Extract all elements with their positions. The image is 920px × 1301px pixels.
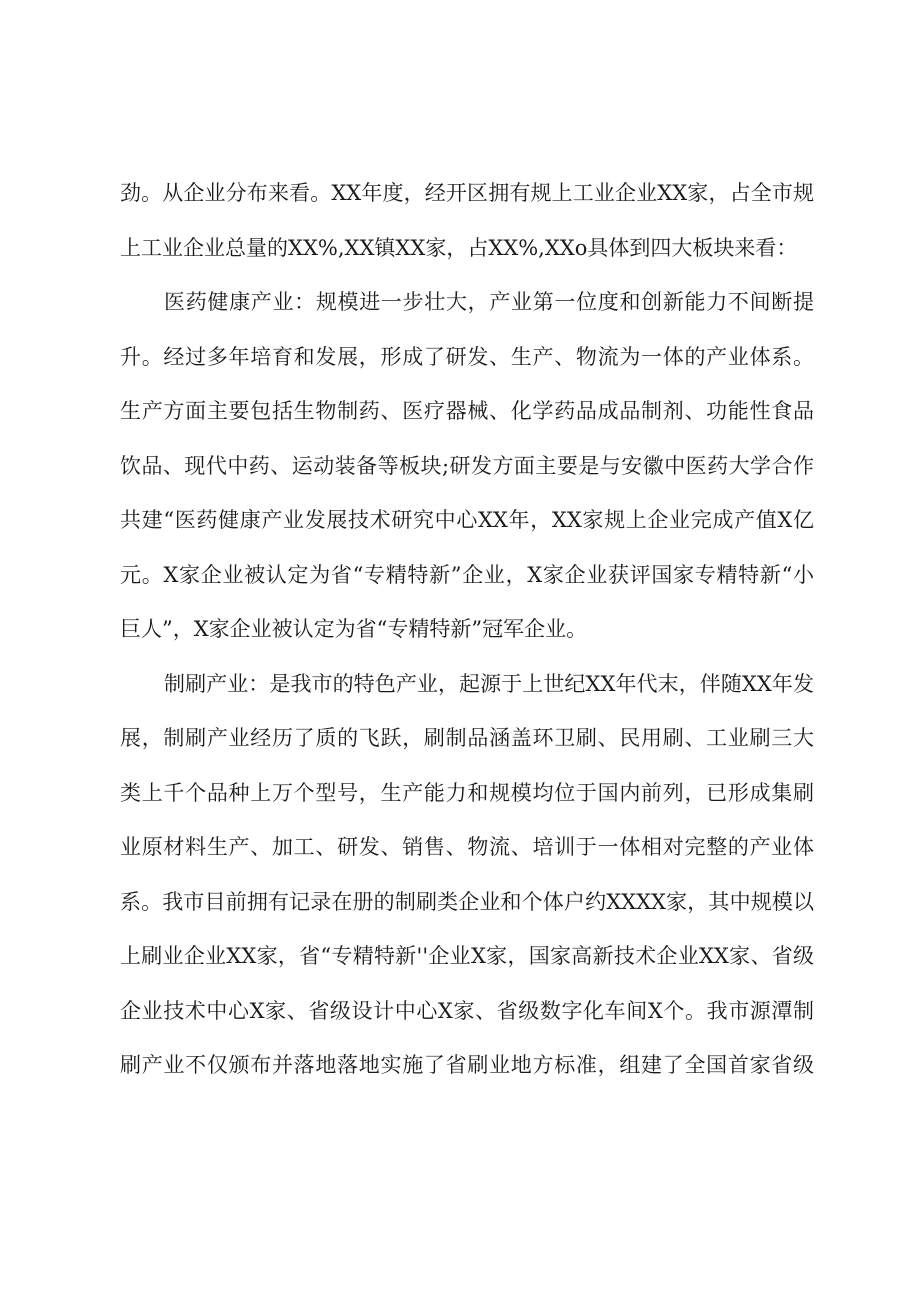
text-line: 制刷产业：是我市的特色产业，起源于上世纪XX年代末，伴随XX年发 <box>164 671 814 696</box>
text-line: 共建“医药健康产业发展技术研究中心XX年，XX家规上企业完成产值X亿 <box>120 508 814 532</box>
text-line: 升。经过多年培育和发展，形成了研发、生产、物流为一体的产业体系。 <box>120 344 814 369</box>
text-line: 刷产业不仅颁布并落地落地实施了省刷业地方标准，组建了全国首家省级 <box>120 1053 814 1077</box>
text-line: 劲。从企业分布来看。XX年度，经开区拥有规上工业企业XX家，占全市规 <box>120 181 814 205</box>
text-line: 展，制刷产业经历了质的飞跃，刷制品涵盖环卫刷、民用刷、工业刷三大 <box>120 726 814 750</box>
text-line: 系。我市目前拥有记录在册的制刷类企业和个体户约XXXX家，其中规模以 <box>120 889 814 914</box>
body-text <box>120 166 814 1093</box>
text-line: 上工业企业总量的XX%,XX镇XX家，占XX%,XXo具体到四大板块来看： <box>120 235 798 260</box>
text-line: 巨人”，X家企业被认定为省“专精特新”冠军企业。 <box>120 617 588 641</box>
text-line: 上刷业企业XX家，省“专精特新''企业X家，国家高新技术企业XX家、省级 <box>120 944 814 968</box>
text-line: 生产方面主要包括生物制药、医疗器械、化学药品成品制剂、功能性食品 <box>120 399 814 423</box>
text-line: 类上千个品种上万个型号，生产能力和规模均位于国内前列，已形成集刷 <box>120 780 814 805</box>
text-line: 企业技术中心X家、省级设计中心X家、省级数字化车间X个。我市源潭制 <box>120 998 814 1023</box>
text-line: 饮品、现代中药、运动装备等板块;研发方面主要是与安徽中医药大学合作 <box>120 453 814 478</box>
text-line: 元。X家企业被认定为省“专精特新”企业，X家企业获评国家专精特新“小 <box>120 562 814 587</box>
text-line: 业原材料生产、加工、研发、销售、物流、培训于一体相对完整的产业体 <box>120 835 814 859</box>
text-line: 医药健康产业：规模进一步壮大，产业第一位度和创新能力不间断提 <box>164 290 814 314</box>
